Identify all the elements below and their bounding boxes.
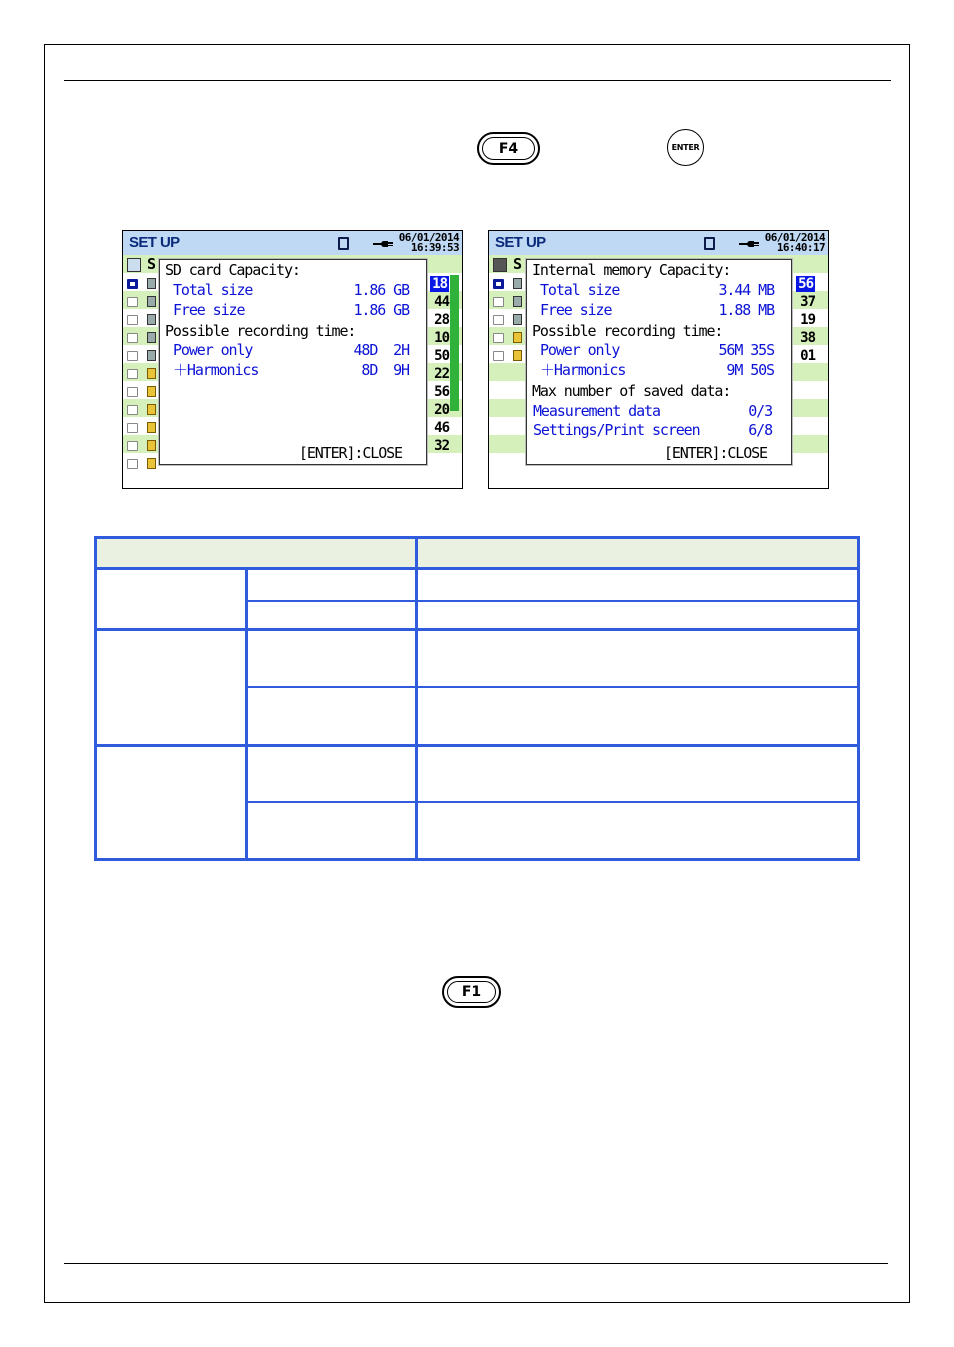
settings-print-value: 6/8 — [748, 421, 772, 439]
checkbox-icon[interactable] — [127, 315, 138, 325]
measurement-data-label: Measurement data — [533, 402, 660, 420]
checkbox-icon[interactable] — [127, 459, 138, 469]
checkbox-icon[interactable] — [493, 297, 504, 307]
checkbox-icon[interactable] — [127, 405, 138, 415]
checkbox-icon[interactable] — [127, 279, 138, 289]
screen-title: SET UP — [129, 234, 180, 251]
status-bar — [123, 231, 462, 255]
memory-chip-icon — [493, 258, 507, 272]
status-date: 06/01/2014 — [764, 231, 825, 244]
status-date: 06/01/2014 — [398, 231, 459, 244]
file-number: 38 — [800, 330, 815, 346]
internal-memory-screen — [488, 230, 829, 489]
file-thumb-icon — [513, 314, 522, 325]
f4-key-icon — [477, 132, 540, 165]
file-number: 20 — [434, 402, 449, 418]
checkbox-icon[interactable] — [493, 315, 504, 325]
f1-key-label: F1 — [447, 981, 496, 1003]
info-table — [94, 536, 860, 861]
table-divider — [245, 801, 857, 803]
file-number: 56 — [798, 276, 813, 292]
total-size-value: 1.86 GB — [353, 281, 409, 299]
file-thumb-icon — [147, 386, 156, 397]
status-time: 16:39:53 — [410, 241, 459, 254]
file-thumb-icon — [513, 296, 522, 307]
checkbox-icon[interactable] — [127, 333, 138, 343]
file-thumb-icon — [147, 332, 156, 343]
power-only-label: Power only — [540, 341, 620, 359]
file-thumb-icon — [513, 332, 522, 343]
f1-key-icon — [442, 976, 501, 1008]
scrollbar[interactable] — [450, 275, 459, 411]
power-plug-icon — [373, 241, 391, 247]
file-thumb-icon — [147, 296, 156, 307]
file-thumb-icon — [147, 350, 156, 361]
power-plug-icon — [739, 241, 757, 247]
close-hint[interactable]: [ENTER]:CLOSE — [663, 444, 767, 462]
file-number: 44 — [434, 294, 449, 310]
file-number: 19 — [800, 312, 815, 328]
free-size-value: 1.88 MB — [718, 301, 774, 319]
measurement-data-value: 0/3 — [748, 402, 772, 420]
file-thumb-icon — [147, 368, 156, 379]
file-thumb-icon — [147, 404, 156, 415]
file-thumb-icon — [513, 278, 522, 289]
total-size-label: Total size — [540, 281, 620, 299]
enter-key-icon: ENTER — [667, 129, 704, 166]
power-only-value: 56M 35S — [718, 341, 774, 359]
capacity-popup — [526, 259, 792, 465]
file-thumb-icon — [147, 422, 156, 433]
table-divider — [245, 686, 857, 688]
file-number: 18 — [432, 276, 447, 292]
file-thumb-icon — [147, 440, 156, 451]
status-bar — [489, 231, 828, 255]
power-only-label: Power only — [173, 341, 253, 359]
capacity-popup — [159, 259, 427, 465]
list-header-text: S — [513, 255, 521, 273]
table-divider — [97, 628, 857, 631]
checkbox-icon[interactable] — [493, 279, 504, 289]
harmonics-value: 9M 50S — [726, 361, 774, 379]
file-thumb-icon — [147, 314, 156, 325]
recording-time-title: Possible recording time: — [165, 322, 356, 340]
table-divider — [415, 539, 418, 858]
status-time: 16:40:17 — [776, 241, 825, 254]
file-number: 32 — [434, 438, 449, 454]
list-header-text: S — [147, 255, 155, 273]
popup-title: SD card Capacity: — [165, 261, 300, 279]
total-size-value: 3.44 MB — [718, 281, 774, 299]
checkbox-icon[interactable] — [493, 333, 504, 343]
file-number: 46 — [434, 420, 449, 436]
sd-card-icon — [338, 237, 349, 250]
f4-key-label: F4 — [482, 137, 535, 160]
power-only-value: 48D 2H — [353, 341, 409, 359]
file-thumb-icon — [147, 458, 156, 469]
total-size-label: Total size — [173, 281, 253, 299]
file-number: 56 — [434, 384, 449, 400]
file-thumb-icon — [513, 350, 522, 361]
checkbox-icon[interactable] — [493, 351, 504, 361]
file-number: 10 — [434, 330, 449, 346]
file-number: 37 — [800, 294, 815, 310]
close-hint[interactable]: [ENTER]:CLOSE — [298, 444, 402, 462]
sd-card-icon — [704, 237, 715, 250]
table-divider — [245, 600, 857, 602]
settings-print-label: Settings/Print screen — [533, 421, 700, 439]
folder-icon — [127, 258, 141, 272]
table-header-row — [97, 539, 857, 570]
header-rule — [64, 80, 891, 81]
harmonics-label: ＋Harmonics — [173, 361, 259, 379]
free-size-label: Free size — [173, 301, 245, 319]
free-size-value: 1.86 GB — [353, 301, 409, 319]
popup-title: Internal memory Capacity: — [532, 261, 731, 279]
sd-card-screen — [122, 230, 463, 489]
free-size-label: Free size — [540, 301, 612, 319]
table-divider — [245, 570, 248, 858]
checkbox-icon[interactable] — [127, 423, 138, 433]
max-saved-title: Max number of saved data: — [532, 382, 731, 400]
checkbox-icon[interactable] — [127, 387, 138, 397]
checkbox-icon[interactable] — [127, 369, 138, 379]
file-number: 28 — [434, 312, 449, 328]
harmonics-label: ＋Harmonics — [540, 361, 626, 379]
checkbox-icon[interactable] — [127, 351, 138, 361]
screen-title: SET UP — [495, 234, 546, 251]
footer-rule — [64, 1263, 888, 1264]
table-divider — [97, 744, 857, 747]
file-number: 01 — [800, 348, 815, 364]
recording-time-title: Possible recording time: — [532, 322, 723, 340]
file-number: 22 — [434, 366, 449, 382]
checkbox-icon[interactable] — [127, 297, 138, 307]
file-number: 50 — [434, 348, 449, 364]
file-thumb-icon — [147, 278, 156, 289]
checkbox-icon[interactable] — [127, 441, 138, 451]
harmonics-value: 8D 9H — [361, 361, 409, 379]
